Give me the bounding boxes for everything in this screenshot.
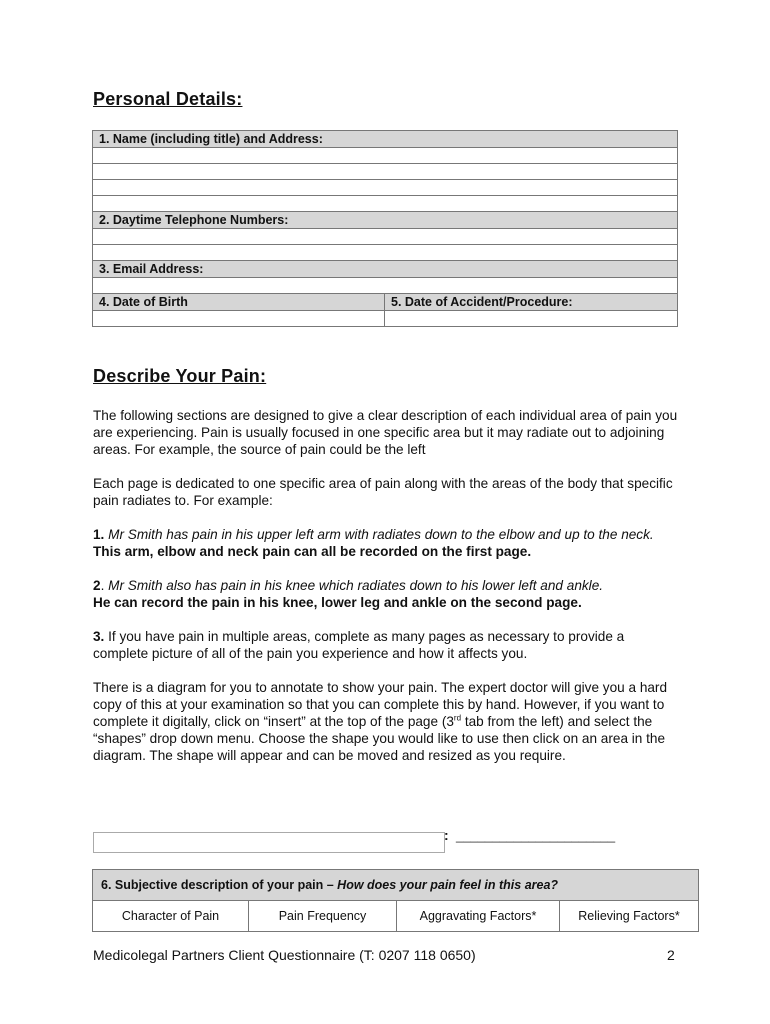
- personal-details-heading: Personal Details:: [93, 89, 243, 109]
- dob-field[interactable]: [93, 311, 385, 327]
- subjective-label-text: 6. Subjective description of your pain –: [101, 878, 338, 892]
- example-2-note: He can record the pain in his knee, lower leg and ankle on the second page.: [93, 595, 582, 610]
- example-3-text: If you have pain in multiple areas, complete as many pages as necessary to provide a complete picture of all of the pain you experience and how it affects you.: [93, 629, 625, 661]
- describe-pain-heading: Describe Your Pain:: [93, 366, 267, 386]
- example-1-note: This arm, elbow and neck pain can all be recorded on the first page.: [93, 544, 532, 559]
- example-1: [93, 526, 683, 560]
- example-3: [93, 628, 683, 662]
- subjective-description-table: [92, 869, 699, 932]
- subjective-label-italic: How does your pain feel in this area?: [337, 878, 559, 892]
- intro-paragraph: The following sections are designed to give a clear description of each individual area of pain you are experiencing. Pain is usually focused in one specific area but it may radiate out to adjoining areas. For example, the source of pain could be the left: [93, 408, 678, 457]
- name-address-field[interactable]: [93, 196, 678, 212]
- page-number: 2: [667, 947, 675, 963]
- column-relieving-factors: Relieving Factors*: [560, 901, 699, 932]
- column-aggravating-factors: Aggravating Factors*: [397, 901, 560, 932]
- diagram-text-b: tab from the left) and select the “shapes” drop down menu. Choose the shape you would like to use then click on an area in the diagram. The shape will appear and can be moved and resized as you require.: [93, 714, 666, 763]
- footer-text: Medicolegal Partners Client Questionnaire (T: 0207 118 0650): [93, 947, 476, 963]
- example-2-number: 2: [93, 578, 101, 593]
- email-field[interactable]: [93, 278, 678, 294]
- accident-date-field[interactable]: [385, 311, 678, 327]
- example-2: 2. Mr Smith also has pain in his knee which radiates down to his lower left and ankle. He can record the pain in his knee, lower leg and ankle on the second page.: [93, 578, 604, 610]
- pain-area-colon: :: [444, 827, 449, 843]
- diagram-paragraph: [93, 679, 683, 764]
- accident-date-label: 5. Date of Accident/Procedure:: [385, 294, 678, 311]
- dob-label: 4. Date of Birth: [93, 294, 385, 311]
- name-address-field[interactable]: [93, 164, 678, 180]
- pain-area-input[interactable]: [93, 832, 445, 853]
- diagram-superscript: rd: [453, 713, 462, 723]
- example-1-text: Mr Smith has pain in his upper left arm with radiates down to the elbow and up to the neck.: [108, 527, 654, 542]
- subjective-description-label: [93, 870, 699, 901]
- personal-details-table: [92, 130, 678, 327]
- name-address-field[interactable]: [93, 148, 678, 164]
- example-2-text: Mr Smith also has pain in his knee which radiates down to his lower left and ankle.: [108, 578, 604, 593]
- example-1-number: 1.: [93, 527, 105, 542]
- telephone-field[interactable]: [93, 229, 678, 245]
- pain-instructions: [93, 407, 683, 764]
- telephone-field[interactable]: [93, 245, 678, 261]
- column-pain-frequency: Pain Frequency: [249, 901, 397, 932]
- per-page-paragraph: Each page is dedicated to one specific area of pain along with the areas of the body that specific pain radiates to. For example:: [93, 476, 673, 508]
- telephone-label: 2. Daytime Telephone Numbers:: [93, 212, 678, 229]
- email-label: 3. Email Address:: [93, 261, 678, 278]
- diagram-text-a: There is a diagram for you to annotate to show your pain. The expert doctor will give you a hard copy of this at your examination so that you can complete this by hand. However, if you want to complete it digitally, click on “insert” at the top of the page (3: [93, 680, 668, 729]
- pain-area-line: ______________________: [456, 828, 616, 843]
- example-3-number: 3.: [93, 629, 105, 644]
- name-address-field[interactable]: [93, 180, 678, 196]
- name-address-label: 1. Name (including title) and Address:: [93, 131, 678, 148]
- column-character-of-pain: Character of Pain: [93, 901, 249, 932]
